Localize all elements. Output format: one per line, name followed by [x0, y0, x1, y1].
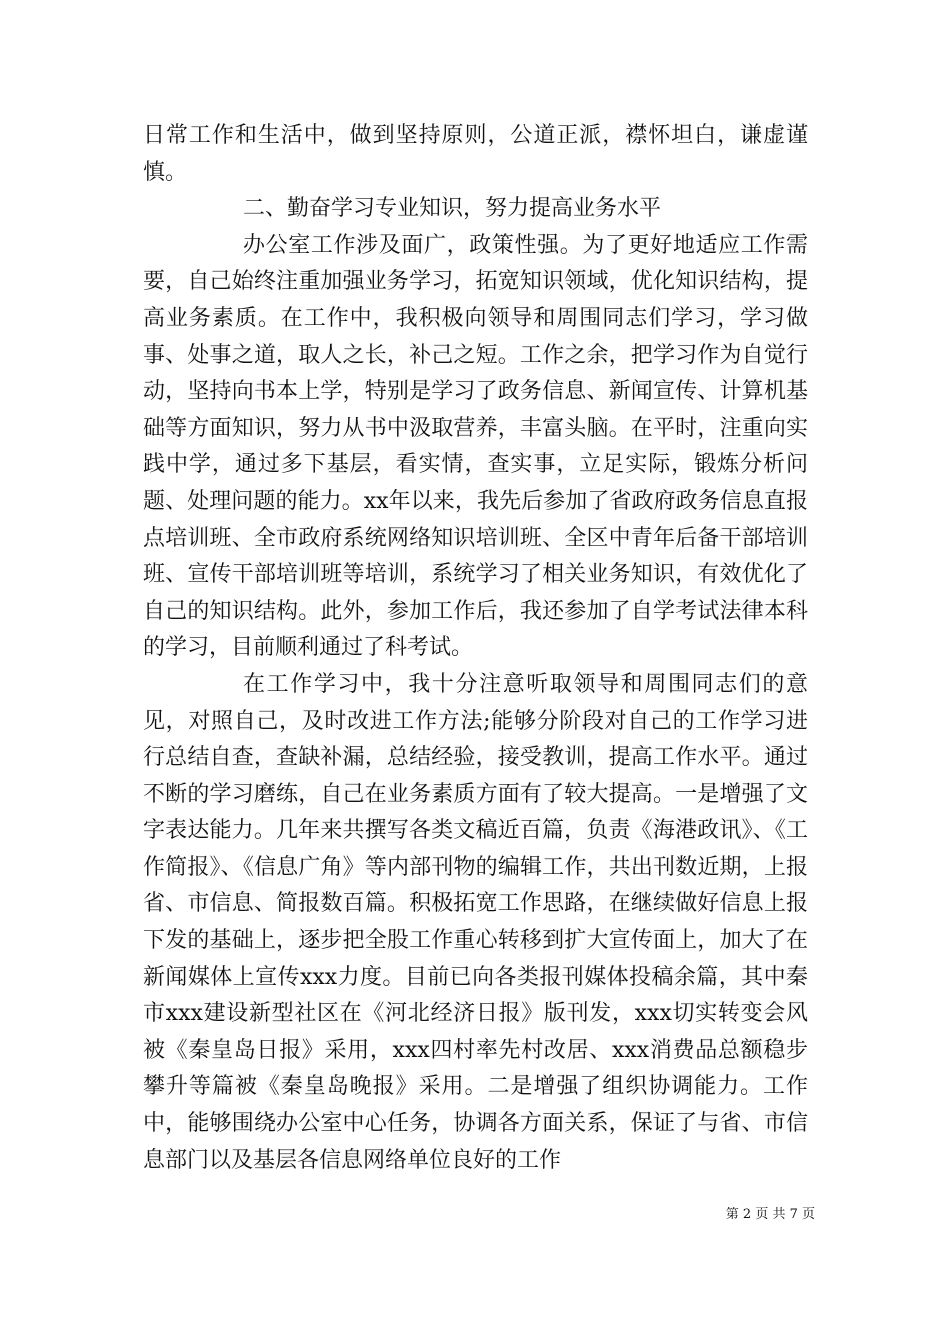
paragraph-continuation: 日常工作和生活中，做到坚持原则，公道正派，襟怀坦白，谦虚谨慎。	[143, 123, 808, 185]
paragraph-study: 办公室工作涉及面广，政策性强。为了更好地适应工作需要，自己始终注重加强业务学习，拓宽知识领域，优化知识结构，提高业务素质。在工作中，我积极向领导和周围同志们学习，学习做事、处事之道，取人之长，补己之短。工作之余，把学习作为自觉行动，坚持向书本上学，特别是学习了政务信息、新闻宣传、计算机基础等方面知识，努力从书中汲取营养，丰富头脑。在平时，注重向实践中学，通过多下基层，看实情，查实事，立足实际，锻炼分析问题、处理问题的能力。xx年以来，我先后参加了省政府政务信息直报点培训班、全市政府系统网络知识培训班、全区中青年后备干部培训班、宣传干部培训班等培训，系统学习了相关业务知识，有效优化了自己的知识结构。此外，参加工作后，我还参加了自学考试法律本科的学习，目前顺利通过了科考试。	[143, 232, 808, 661]
paragraph-improvement: 在工作学习中，我十分注意听取领导和周围同志们的意见，对照自己，及时改进工作方法;能够分阶段对自己的工作学习进行总结自查，查缺补漏，总结经验，接受教训，提高工作水平。通过不断的学习磨练，自己在业务素质方面有了较大提高。一是增强了文字表达能力。几年来共撰写各类文稿近百篇，负责《海港政讯》、《工作简报》、《信息广角》等内部刊物的编辑工作，共出刊数近期，上报省、市信息、简报数百篇。积极拓宽工作思路，在继续做好信息上报下发的基础上，逐步把全股工作重心转移到扩大宣传面上，加大了在新闻媒体上宣传xxx力度。目前已向各类报刊媒体投稿余篇，其中秦市xxx建设新型社区在《河北经济日报》版刊发，xxx切实转变会风被《秦皇岛日报》采用，xxx四村率先村改居、xxx消费品总额稳步攀升等篇被《秦皇岛晚报》采用。二是增强了组织协调能力。工作中，能够围绕办公室中心任务，协调各方面关系，保证了与省、市信息部门以及基层各信息网络单位良好的工作	[143, 671, 808, 1173]
document-body	[143, 118, 808, 1179]
section-heading: 二、勤奋学习专业知识，努力提高业务水平	[243, 196, 662, 222]
page-number-footer: 第 2 页 共 7 页	[725, 1207, 815, 1222]
